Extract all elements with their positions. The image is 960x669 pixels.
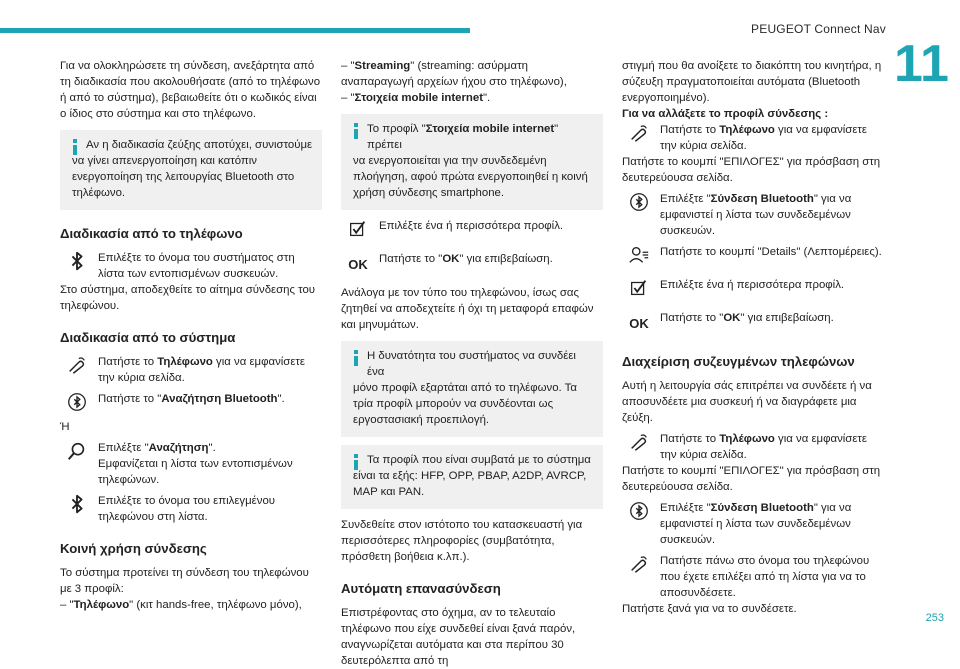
finger-press-icon [622, 431, 656, 461]
header-title: PEUGEOT Connect Nav [751, 22, 886, 36]
paragraph: Επιστρέφοντας στο όχημα, αν το τελευταίο τηλέφωνο που είχε συνδεθεί είναι ξανά παρόν, αναγνωρίζεται αυτόματα και στα περίπου 30 δευτερόλεπτα από τη [341, 607, 576, 667]
info-icon [69, 139, 81, 155]
chapter-number: 11 [894, 35, 949, 93]
step-disconnect [622, 553, 884, 601]
profile-item-mobile-internet: – "Στοιχεία mobile internet". [341, 92, 491, 104]
step-text: Πατήστε το "OK" για επιβεβαίωση. [379, 253, 553, 265]
step-text: Πατήστε το Τηλέφωνο για να εμφανίσετε την κύρια σελίδα. [660, 433, 867, 461]
section-title-phone-procedure: Διαδικασία από το τηλέφωνο [60, 226, 243, 241]
step-confirm-ok [341, 251, 603, 279]
info-box-compatible-profiles [341, 445, 603, 509]
paragraph: Πατήστε το κουμπί "ΕΠΙΛΟΓΕΣ" για πρόσβαση στη δευτερεύουσα σελίδα. [622, 465, 881, 493]
step-search [60, 440, 322, 488]
step-confirm-ok [622, 310, 884, 338]
step-text: Πατήστε το κουμπί "Details" (Λεπτομέρειες). [660, 246, 882, 258]
step-bluetooth-search [60, 391, 322, 419]
column-2 [341, 58, 603, 669]
paragraph: Πατήστε ξανά για να το συνδέσετε. [622, 603, 797, 615]
step-text: Πατήστε το Τηλέφωνο για να εμφανίσετε την κύρια σελίδα. [98, 356, 305, 384]
info-text-b: να γίνει απενεργοποίηση και κατόπιν ενεργοποίηση της λειτουργίας Bluetooth στο τηλέφωνο. [72, 155, 295, 199]
step-press-phone [622, 122, 884, 154]
step-text: Επιλέξτε ένα ή περισσότερα προφίλ. [660, 279, 845, 291]
checkbox-icon [341, 218, 375, 248]
paragraph: Ανάλογα με τον τύπο του τηλεφώνου, ίσως σας ζητηθεί να αποδεχτείτε ή όχι τη μεταφορά επαφών και μηνυμάτων. [341, 287, 594, 331]
info-text-a: Η δυνατότητα του συστήματος να συνδέει ένα [367, 350, 576, 378]
profile-item-streaming: – "Streaming" (streaming: ασύρματη αναπαραγωγή αρχείων ήχου στο τηλέφωνο), [341, 60, 567, 88]
info-box-single-profile [341, 341, 603, 437]
search-icon [60, 440, 94, 470]
finger-press-icon [60, 354, 94, 384]
step-select-phone [60, 493, 322, 525]
step-select-profiles [622, 277, 884, 305]
bluetooth-icon [60, 250, 94, 280]
checkbox-icon [622, 277, 656, 307]
step-text: Επιλέξτε ένα ή περισσότερα προφίλ. [379, 220, 564, 232]
section-title-paired-phones: Διαχείριση συζευγμένων τηλεφώνων [622, 354, 855, 369]
section-title-auto-reconnect: Αυτόματη επανασύνδεση [341, 581, 501, 596]
page-number: 253 [925, 612, 944, 624]
step-press-phone [60, 354, 322, 386]
step-text: Επιλέξτε "Σύνδεση Bluetooth" για να εμφανιστεί η λίστα των συνδεδεμένων συσκευών. [660, 502, 852, 546]
paragraph: Αυτή η λειτουργία σάς επιτρέπει να συνδέετε ή να αποσυνδέετε μια συσκευή ή να διαγράφετε μια ζεύξη. [622, 380, 872, 424]
bluetooth-search-icon [622, 500, 656, 530]
step-text-line2: Εμφανίζεται η λίστα των εντοπισμένων τηλεφώνων. [98, 458, 293, 486]
info-text-b: είναι τα εξής: HFP, OPP, PBAP, A2DP, AVRCP, MAP και PAN. [353, 470, 587, 498]
step-bluetooth-connection [622, 191, 884, 239]
finger-press-icon [622, 122, 656, 152]
step-press-phone [622, 431, 884, 463]
column-3 [622, 58, 884, 617]
column-1 [60, 58, 322, 613]
info-text-a: Αν η διαδικασία ζεύξης αποτύχει, συνιστούμε [86, 139, 313, 151]
step-text: Πατήστε το "Αναζήτηση Bluetooth". [98, 393, 285, 405]
info-text-b: μόνο προφίλ εξαρτάται από το τηλέφωνο. Τα τρία προφίλ μπορούν να συνδέονται ως εργοστασιακή προεπιλογή. [353, 382, 577, 426]
info-icon [350, 350, 362, 366]
step-text: Επιλέξτε το όνομα του επιλεγμένου τηλεφώνου στη λίστα. [98, 495, 276, 523]
section-title-connection-sharing: Κοινή χρήση σύνδεσης [60, 541, 207, 556]
section-title-system-procedure: Διαδικασία από το σύστημα [60, 330, 236, 345]
step-text: Επιλέξτε το όνομα του συστήματος στη λίστα των εντοπισμένων συσκευών. [98, 252, 295, 280]
paragraph: στιγμή που θα ανοίξετε το διακόπτη του κινητήρα, η σύζευξη πραγματοποιείται αυτόματα (Bluetooth ενεργοποιημένο). [622, 60, 882, 104]
step-text: Επιλέξτε "Σύνδεση Bluetooth" για να εμφανιστεί η λίστα των συνδεδεμένων συσκευών. [660, 193, 852, 237]
step-text: Πατήστε το "OK" για επιβεβαίωση. [660, 312, 834, 324]
info-text-b: να ενεργοποιείται για την συνδεδεμένη πλοήγηση, αφού πρώτα ενεργοποιηθεί η κοινή χρήση σύνδεσης smartphone. [353, 155, 588, 199]
step-text: Πατήστε το Τηλέφωνο για να εμφανίσετε την κύρια σελίδα. [660, 124, 867, 152]
step-select-profiles [341, 218, 603, 246]
step-text: Επιλέξτε "Αναζήτηση". [98, 442, 216, 454]
paragraph: Πατήστε το κουμπί "ΕΠΙΛΟΓΕΣ" για πρόσβαση στη δευτερεύουσα σελίδα. [622, 156, 881, 184]
info-text-a: Τα προφίλ που είναι συμβατά με το σύστημα [367, 454, 591, 466]
info-icon [350, 454, 362, 470]
paragraph: Το σύστημα προτείνει τη σύνδεση του τηλεφώνου με 3 προφίλ: [60, 567, 309, 595]
ok-icon: OK [348, 257, 368, 272]
step-details [622, 244, 884, 272]
ok-icon: OK [629, 316, 649, 331]
header-accent-bar [0, 28, 470, 33]
bluetooth-icon [60, 493, 94, 523]
step-select-system [60, 250, 322, 282]
info-icon [350, 123, 362, 139]
profile-item-phone: – "Τηλέφωνο" (κιτ hands-free, τηλέφωνο μόνο), [60, 599, 302, 611]
user-details-icon [622, 244, 656, 274]
info-box-pairing [60, 130, 322, 210]
bluetooth-search-icon [622, 191, 656, 221]
info-box-mobile-internet [341, 114, 603, 210]
paragraph: Στο σύστημα, αποδεχθείτε το αίτημα σύνδεσης του τηλεφώνου. [60, 284, 316, 312]
step-bluetooth-connection [622, 500, 884, 548]
bluetooth-search-icon [60, 391, 94, 421]
finger-press-icon [622, 553, 656, 583]
intro-paragraph: Για να ολοκληρώσετε τη σύνδεση, ανεξάρτητα από τη διαδικασία που ακολουθήσατε (από το τηλέφωνο ή από το σύστημα), βεβαιωθείτε ότι ο κωδικός είναι ο ίδιος στο σύστημα και στο τηλέφωνο. [60, 60, 321, 120]
subheading-change-profile: Για να αλλάξετε το προφίλ σύνδεσης : [622, 108, 829, 120]
step-text: Πατήστε πάνω στο όνομα του τηλεφώνου που έχετε επιλέξει από τη λίστα για να το αποσυνδέσετε. [660, 555, 870, 599]
info-text-a: Το προφίλ "Στοιχεία mobile internet" πρέπει [367, 123, 559, 151]
or-label: Ή [60, 421, 70, 433]
paragraph: Συνδεθείτε στον ιστότοπο του κατασκευαστή για περισσότερες πληροφορίες (συμβατότητα, πρόσθετη βοήθεια κ.λπ.). [341, 519, 583, 563]
